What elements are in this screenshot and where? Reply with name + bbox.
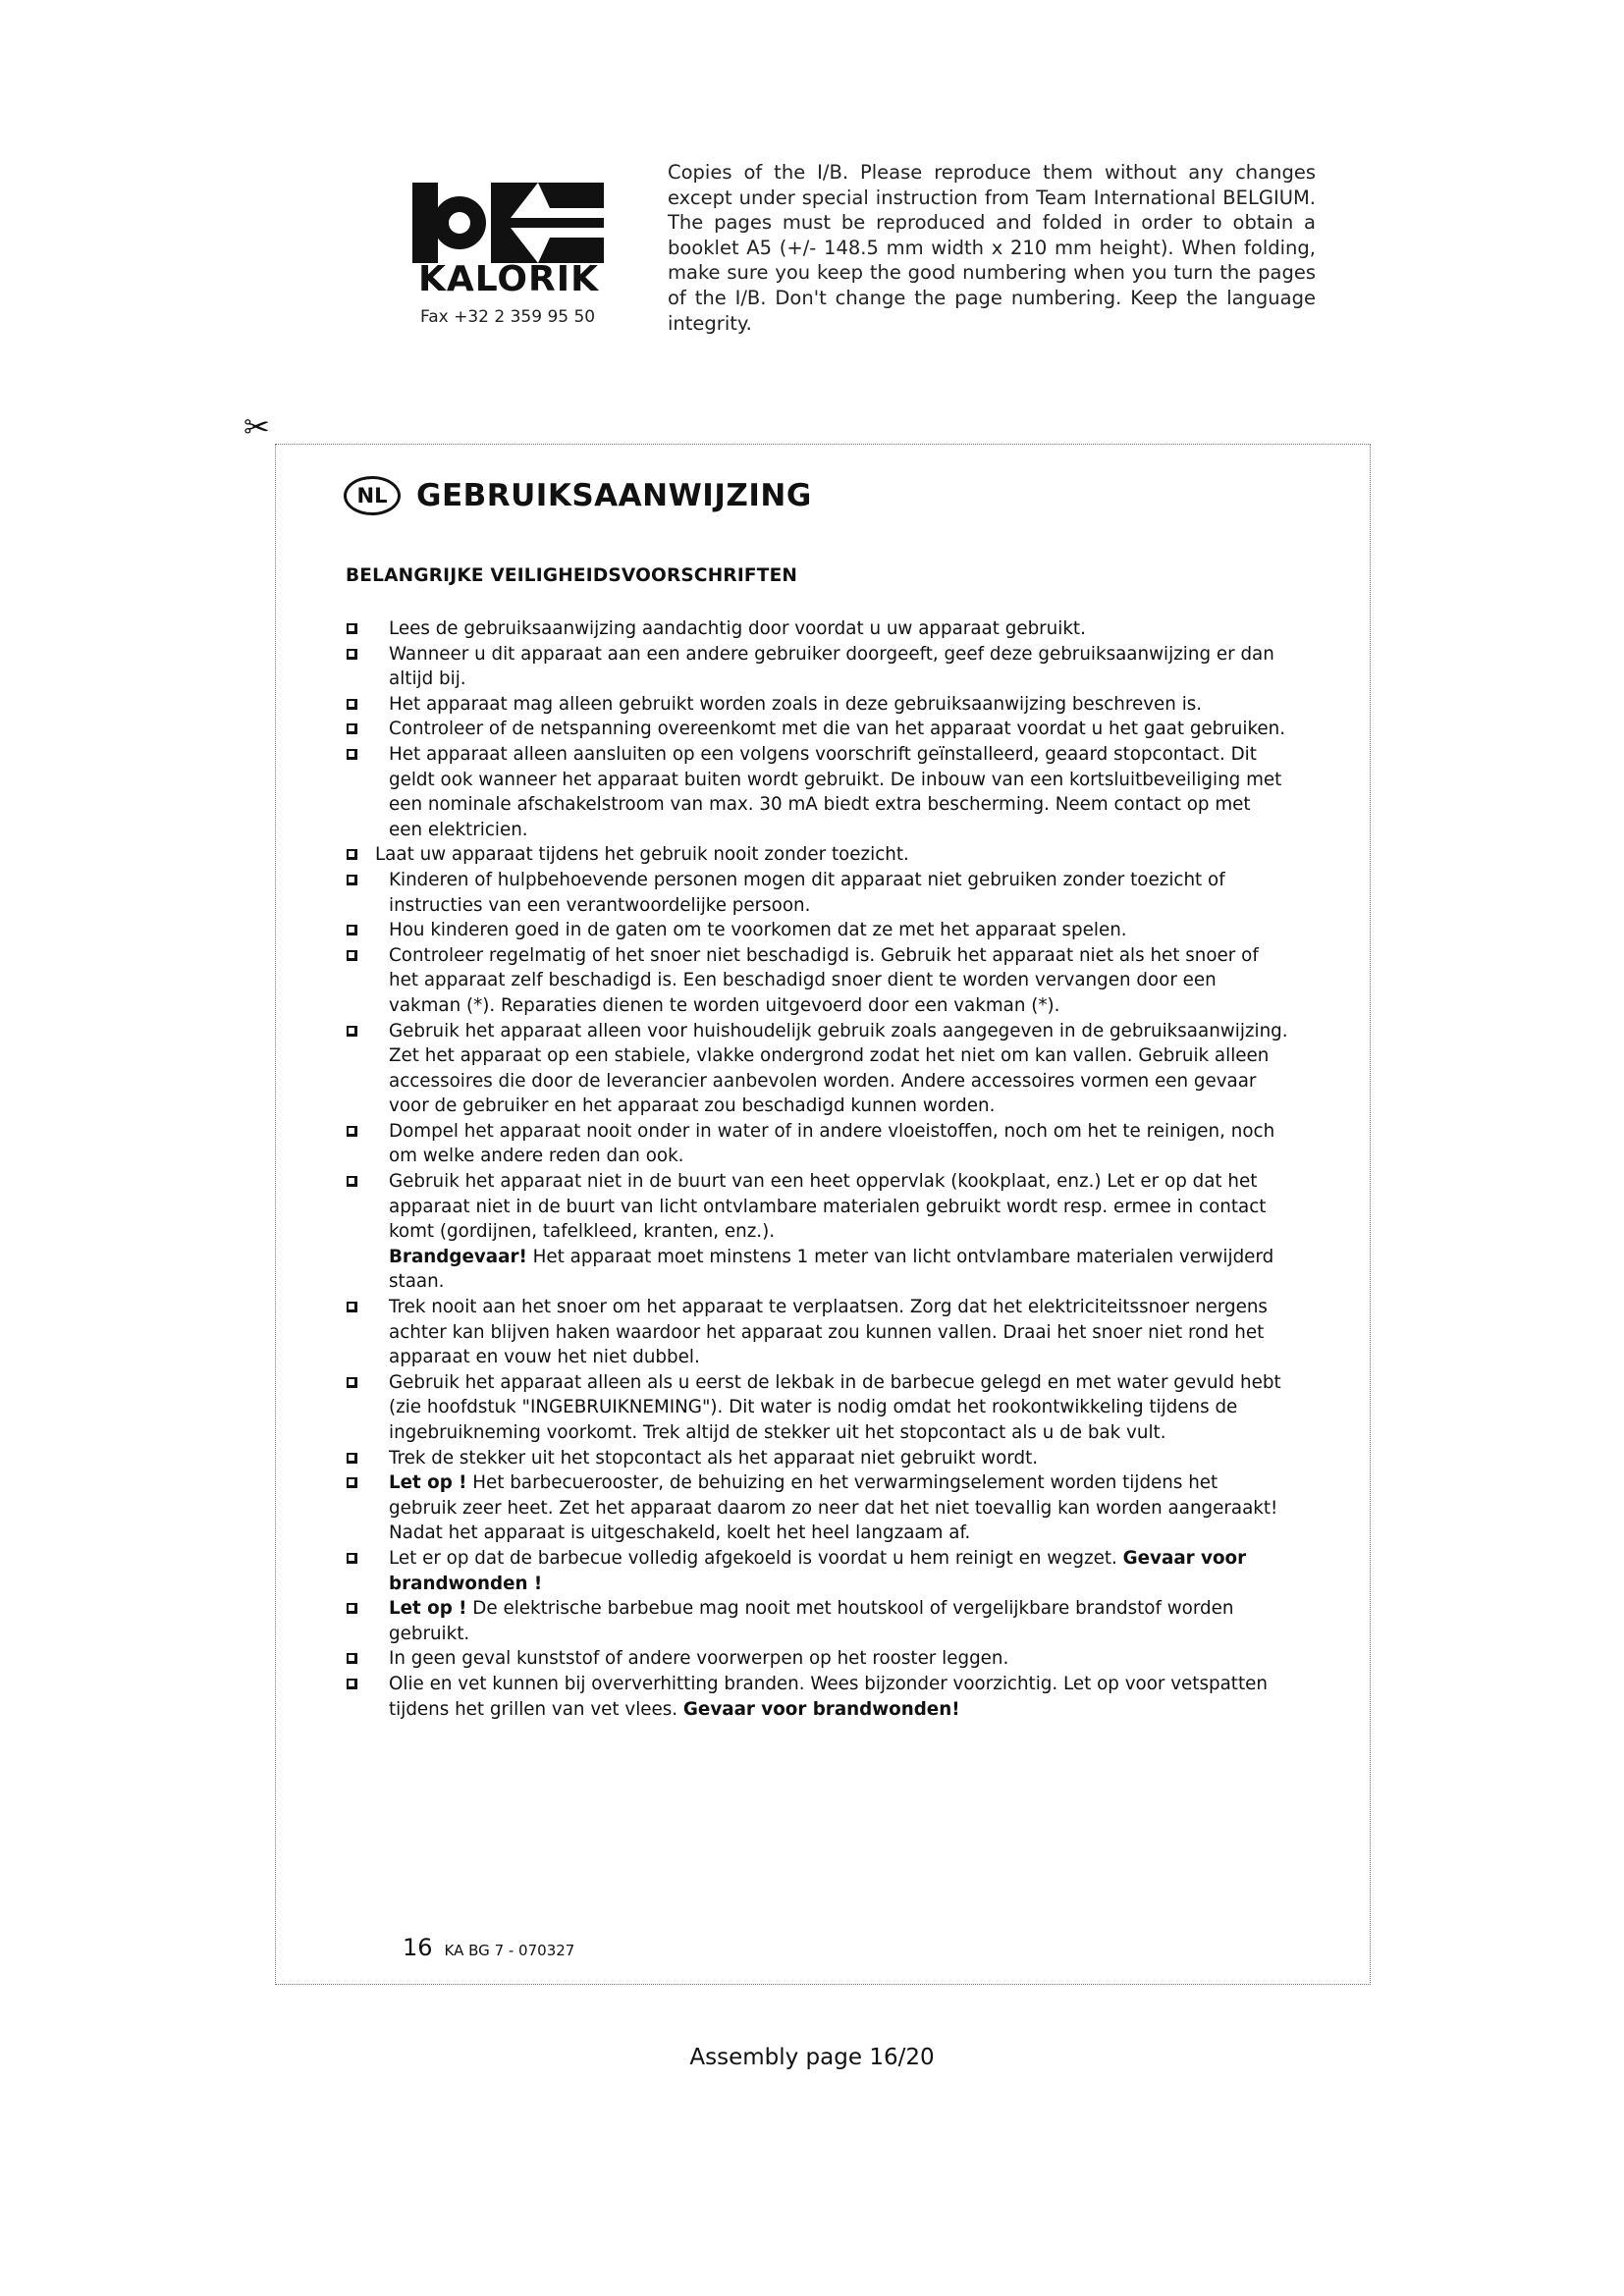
scissors-icon: ✂	[244, 408, 270, 446]
checkbox-bullet-icon	[347, 1679, 357, 1689]
item-text: In geen geval kunststof of andere voorwerpen op het rooster leggen.	[389, 1648, 1009, 1670]
list-item	[346, 842, 1288, 868]
reproduction-instructions: Copies of the I/B. Please reproduce them without any changes except under special instruction from Team International BELGIUM. The pages must be reproduced and folded in order to obtain a booklet A5 (+/- 148.5 mm width x 210 mm height). When folding, make sure you keep the good numbering when you turn the pages of the I/B. Don't change the page numbering. Keep the language integrity.	[668, 161, 1316, 335]
assembly-page-label: Assembly page 16/20	[689, 2045, 935, 2070]
language-badge: NL	[344, 476, 401, 515]
list-item	[346, 943, 1288, 1019]
item-text: Controleer regelmatig of het snoer niet beschadigd is. Gebruik het apparaat niet als het snoer of het apparaat zelf beschadigd is. Een beschadigd snoer dient te worden vervangen door een vakman (*). Reparaties dienen te worden uitgevoerd door een vakman (*).	[389, 944, 1259, 1016]
item-text: Het barbecuerooster, de behuizing en het verwarmingselement worden tijdens het gebruik zeer heet. Zet het apparaat daarom zo neer dat het niet toevallig kan worden aangeraakt! Nadat het apparaat is uitgeschakeld, koelt het heel langzaam af.	[389, 1472, 1278, 1544]
checkbox-bullet-icon	[347, 1377, 357, 1388]
page-footer	[403, 1934, 574, 1961]
list-item	[346, 692, 1288, 718]
item-text: De elektrische barbebue mag nooit met houtskool of vergelijkbare brandstof worden gebruikt.	[389, 1598, 1234, 1644]
item-text: Gebruik het apparaat alleen voor huishoudelijk gebruik zoals aangegeven in de gebruiksaanwijzing. Zet het apparaat op een stabiele, vlakke ondergrond zodat het niet om kan vallen. Gebruik alleen accessoires die door de leverancier aanbevolen worden. Andere accessoires vormen een gevaar voor de gebruiker en het apparaat zou beschadigd kunnen worden.	[389, 1020, 1288, 1117]
caution-label: Let op !	[389, 1598, 467, 1620]
list-item	[346, 1119, 1288, 1169]
item-text: Olie en vet kunnen bij oververhitting branden. Wees bijzonder voorzichtig. Let op voor vetspatten tijdens het grillen van vet vlees.	[389, 1673, 1268, 1720]
fire-warning-label: Brandgevaar!	[389, 1246, 527, 1267]
item-text: Dompel het apparaat nooit onder in water of in andere vloeistoffen, noch om het te reinigen, noch om welke andere reden dan ook.	[389, 1120, 1275, 1167]
list-item	[346, 1596, 1288, 1646]
checkbox-bullet-icon	[347, 1553, 357, 1564]
checkbox-bullet-icon	[347, 649, 357, 660]
checkbox-bullet-icon	[347, 723, 357, 734]
item-text: Wanneer u dit apparaat aan een andere gebruiker doorgeeft, geef deze gebruiksaanwijzing er dan altijd bij.	[389, 643, 1274, 690]
list-item	[346, 1646, 1288, 1672]
list-item	[346, 1295, 1288, 1370]
item-text: Gebruik het apparaat niet in de buurt van een heet oppervlak (kookplaat, enz.) Let er op dat het apparaat niet in de buurt van licht ontvlambare materialen gebruikt wordt resp. ermee in contact komt (gordijnen, tafelkleed, kranten, enz.).	[389, 1171, 1267, 1243]
item-text: Het apparaat alleen aansluiten op een volgens voorschrift geïnstalleerd, geaard stopcontact. Dit geldt ook wanneer het apparaat buiten wordt gebruikt. De inbouw van een kortsluitbeveiliging met een nominale afschakelstroom van max. 30 mA biedt extra bescherming. Neem contact op met een elektricien.	[389, 743, 1282, 840]
checkbox-bullet-icon	[347, 1126, 357, 1137]
list-item	[346, 742, 1288, 842]
list-item	[346, 1672, 1288, 1722]
item-text: Het apparaat mag alleen gebruikt worden zoals in deze gebruiksaanwijzing beschreven is.	[389, 693, 1203, 715]
page-title: GEBRUIKSAANWIJZING	[416, 478, 812, 513]
item-text: Kinderen of hulpbehoevende personen mogen dit apparaat niet gebruiken zonder toezicht of instructies van een verantwoordelijke persoon.	[389, 869, 1225, 916]
item-text: Controleer of de netspanning overeenkomt met die van het apparaat voordat u het gaat gebruiken.	[389, 719, 1286, 740]
brand-name: KALORIK	[418, 259, 600, 299]
item-text: Lees de gebruiksaanwijzing aandachtig door voordat u uw apparaat gebruikt.	[389, 618, 1086, 639]
checkbox-bullet-icon	[347, 1603, 357, 1614]
list-item	[346, 1446, 1288, 1471]
list-item	[346, 1019, 1288, 1119]
list-item	[346, 717, 1288, 742]
page-title-row	[344, 471, 812, 520]
caution-label: Let op !	[389, 1472, 467, 1494]
safety-list	[346, 616, 1288, 1722]
kalorik-logo	[412, 183, 604, 299]
list-item	[346, 1169, 1288, 1295]
checkbox-bullet-icon	[347, 1653, 357, 1664]
item-text: Gebruik het apparaat alleen als u eerst de lekbak in de barbecue gelegd en met water gevuld hebt (zie hoofdstuk "INGEBRUIKNEMING"). Dit water is nodig omdat het rookontwikkeling tijdens de ingebruikneming voorkomt. Trek altijd de stekker uit het stopcontact als u de bak vult.	[389, 1371, 1281, 1443]
item-text: Trek de stekker uit het stopcontact als het apparaat niet gebruikt wordt.	[389, 1447, 1039, 1468]
checkbox-bullet-icon	[347, 1453, 357, 1464]
list-item	[346, 1470, 1288, 1546]
checkbox-bullet-icon	[347, 1477, 357, 1488]
checkbox-bullet-icon	[347, 875, 357, 885]
checkbox-bullet-icon	[347, 849, 357, 860]
checkbox-bullet-icon	[347, 699, 357, 710]
item-text: Let er op dat de barbecue volledig afgekoeld is voordat u hem reinigt en wegzet.	[389, 1547, 1123, 1569]
item-text: Het apparaat moet minstens 1 meter van licht ontvlambare materialen verwijderd staan.	[389, 1246, 1274, 1293]
item-text: Laat uw apparaat tijdens het gebruik nooit zonder toezicht.	[375, 844, 909, 866]
item-text: Hou kinderen goed in de gaten om te voorkomen dat ze met het apparaat spelen.	[389, 920, 1127, 941]
checkbox-bullet-icon	[347, 950, 357, 961]
checkbox-bullet-icon	[347, 1176, 357, 1187]
kalorik-logo-mark	[412, 183, 604, 263]
fax-number: Fax +32 2 359 95 50	[420, 307, 596, 327]
checkbox-bullet-icon	[347, 925, 357, 935]
page-number: 16	[403, 1934, 433, 1961]
document-code: KA BG 7 - 070327	[444, 1942, 575, 1959]
section-heading: BELANGRIJKE VEILIGHEIDSVOORSCHRIFTEN	[346, 565, 798, 586]
checkbox-bullet-icon	[347, 749, 357, 760]
checkbox-bullet-icon	[347, 1302, 357, 1312]
list-item	[346, 918, 1288, 943]
burn-warning-label: Gevaar voor brandwonden!	[682, 1698, 960, 1720]
list-item	[346, 868, 1288, 918]
burn-warning-label: Gevaar voor brandwonden !	[389, 1547, 1247, 1594]
checkbox-bullet-icon	[347, 623, 357, 634]
list-item	[346, 616, 1288, 642]
checkbox-bullet-icon	[347, 1026, 357, 1037]
item-text: Trek nooit aan het snoer om het apparaat te verplaatsen. Zorg dat het elektriciteitssnoer nergens achter kan blijven haken waardoor het apparaat zou kunnen vallen. Draai het snoer niet rond het apparaat en vouw het niet dubbel.	[389, 1297, 1268, 1368]
list-item	[346, 1546, 1288, 1596]
list-item	[346, 642, 1288, 692]
list-item	[346, 1370, 1288, 1446]
